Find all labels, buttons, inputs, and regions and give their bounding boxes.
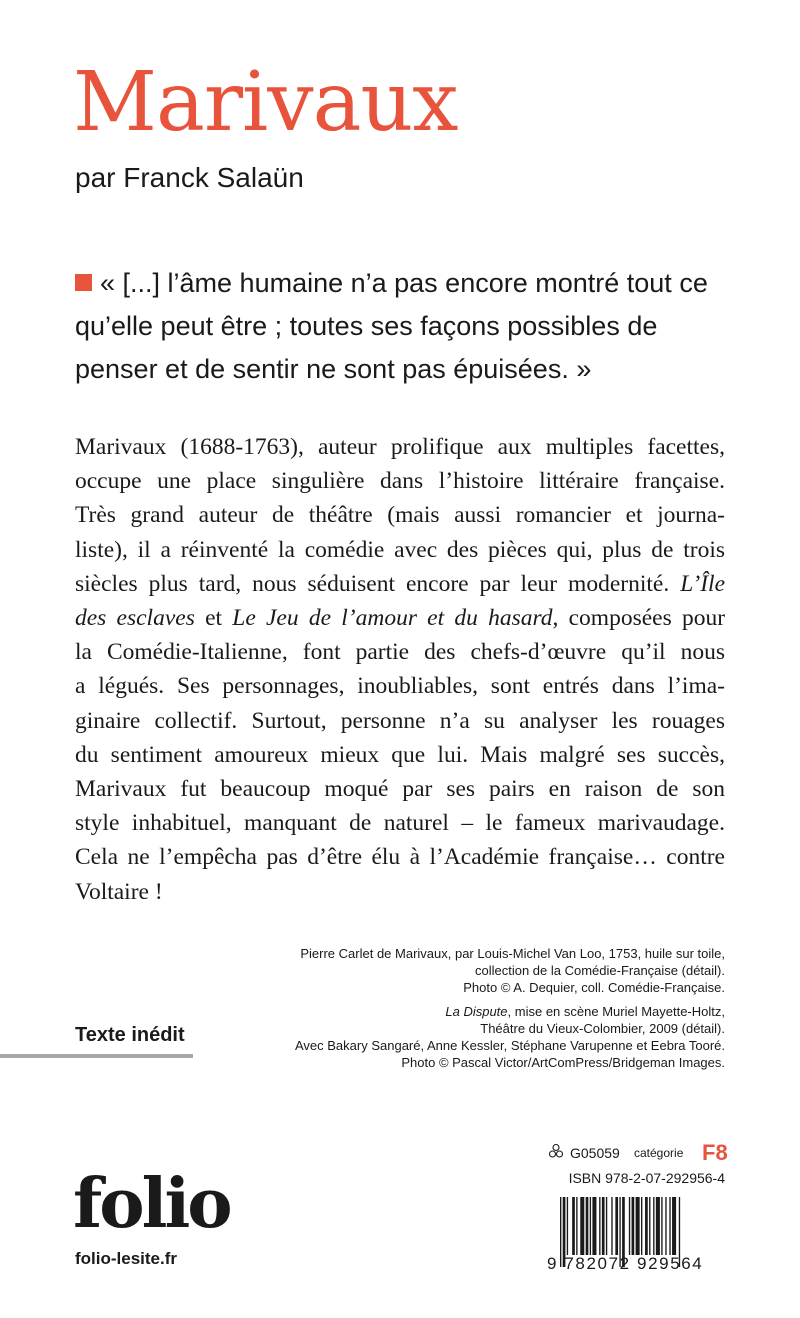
blurb-line: liste), il a réinventé la comédie avec des pièces qui, plus de trois [75, 536, 725, 563]
barcode-bar [599, 1197, 600, 1255]
barcode-number: 9 782072 929564 [547, 1254, 704, 1273]
divider-rule [0, 1054, 193, 1058]
category-label: catégorie [634, 1146, 684, 1160]
barcode-bar [602, 1197, 605, 1255]
title-jeu-amour: Le Jeu de l’amour et du hasard [232, 605, 553, 632]
blurb-line: Cela ne l’empêcha pas d’être élu à l’Académie française… contre [75, 844, 725, 871]
title-ile: L’Île [680, 570, 726, 597]
barcode-bar [672, 1197, 676, 1255]
barcode-bar [611, 1197, 612, 1255]
blurb-line: du sentiment amoureux mieux que lui. Mais malgré ses succès, [75, 741, 725, 768]
no-code-icon [548, 1143, 564, 1164]
product-code-row [548, 1140, 728, 1166]
barcode-bar [615, 1197, 618, 1255]
blurb-line: Très grand auteur de théâtre (mais aussi romancier et journa- [75, 502, 725, 529]
barcode-bar [661, 1197, 662, 1255]
barcode-bar [592, 1197, 596, 1255]
barcode-bar [606, 1197, 607, 1255]
blurb-line: a légués. Ses personnages, inoubliables, sont entrés dans l’ima- [75, 673, 725, 700]
barcode-bar [641, 1197, 642, 1255]
blurb-text [75, 430, 725, 909]
blurb-line: Voltaire ! [75, 878, 163, 905]
barcode-bar [580, 1197, 584, 1255]
barcode-bar [576, 1197, 577, 1255]
red-square-icon [75, 274, 92, 291]
barcode-bar [656, 1197, 660, 1255]
blurb-line: Marivaux (1688-1763), auteur prolifique aux multiples facettes, [75, 434, 725, 460]
folio-logo: folio [73, 1164, 230, 1244]
product-code: G05059 [570, 1145, 620, 1161]
barcode-bar [572, 1197, 575, 1255]
isbn: ISBN 978-2-07-292956-4 [568, 1170, 725, 1186]
photo-credits: Pierre Carlet de Marivaux, par Louis-Michel Van Loo, 1753, huile sur toile, collection de la Comédie-Française (détail). Photo © A. Dequier, coll. Comédie-Française. La Dispute, mise en scène Muriel Mayette-Holtz, Théâtre du Vieux-Colombier, 2009 (détail). Avec Bakary Sangaré, Anne Kessler, Stéphane Varupenne et Eebra Tooré. Photo © Pascal Victor/ArtComPress/Bridgeman Images. [294, 946, 725, 1070]
barcode-bar [567, 1197, 568, 1255]
barcode-bar [590, 1197, 591, 1255]
book-title: Marivaux [73, 55, 458, 150]
barcode-bar [629, 1197, 630, 1255]
texte-inedit-label: Texte inédit [75, 1024, 185, 1046]
barcode-bar [636, 1197, 640, 1255]
barcode-bar [649, 1197, 650, 1255]
quote-text: « [...] l’âme humaine n’a pas encore montré tout ce qu’elle peut être ; toutes ses façons possibles de penser et de sentir ne sont pas épuisées. » [75, 268, 708, 384]
publisher-website[interactable]: folio-lesite.fr [75, 1249, 178, 1268]
barcode-bar [653, 1197, 654, 1255]
barcode-bar [632, 1197, 635, 1255]
barcode-bar [586, 1197, 589, 1255]
blurb-line: occupe une place singulière dans l’histoire littéraire française. [75, 468, 725, 495]
barcode-bar [665, 1197, 666, 1255]
price-category: F8 [702, 1140, 728, 1165]
blurb-line: la Comédie-Italienne, font partie des chefs-d’œuvre qu’il nous [75, 639, 725, 666]
blurb-line: style inhabituel, manquant de naturel – le fameux marivaudage. [75, 810, 725, 837]
barcode-bar [669, 1197, 670, 1255]
epigraph-quote [75, 262, 735, 391]
blurb-line: siècles plus tard, nous séduisent encore par leur modernité. L’Île [75, 570, 726, 597]
barcode-bar [645, 1197, 648, 1255]
blurb-line: ginaire collectif. Surtout, personne n’a su analyser les rouages [75, 707, 725, 734]
blurb-line: des esclaves et Le Jeu de l’amour et du hasard, composées pour [75, 605, 726, 632]
book-author: par Franck Salaün [75, 162, 304, 193]
blurb-line: Marivaux fut beaucoup moqué par ses pairs en raison de son [75, 776, 725, 803]
